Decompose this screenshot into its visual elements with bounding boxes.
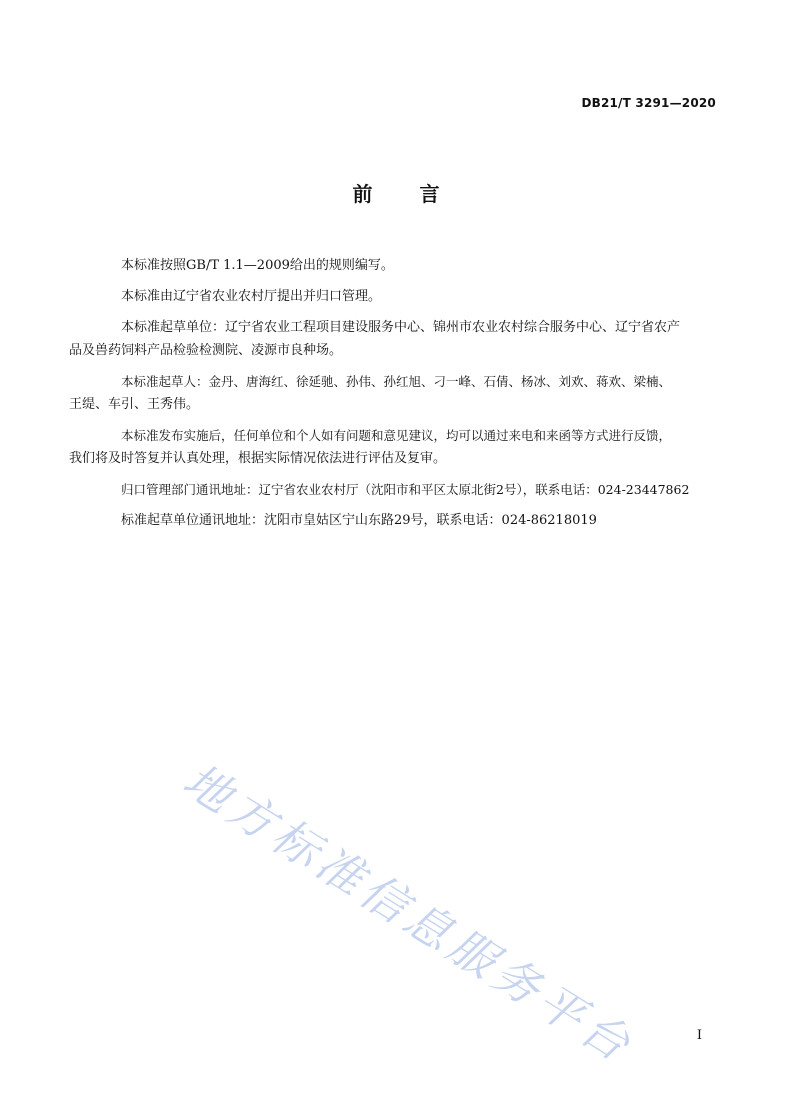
document-body bbox=[69, 254, 717, 540]
paragraph-line: 本标准起草单位：辽宁省农业工程项目建设服务中心、锦州市农业农村综合服务中心、辽宁省农产 bbox=[121, 320, 681, 335]
paragraph-line: 本标准按照GB/T 1.1—2009给出的规则编写。 bbox=[121, 258, 394, 273]
paragraph-line: 本标准起草人：金丹、唐海红、徐延驰、孙伟、孙红旭、刁一峰、石倩、杨冰、刘欢、蒋欢、梁楠、 bbox=[121, 374, 672, 389]
paragraph bbox=[95, 509, 717, 532]
paragraph-line: 本标准由辽宁省农业农村厅提出并归口管理。 bbox=[121, 289, 382, 304]
paragraph-line: 王缇、车引、王秀伟。 bbox=[69, 397, 200, 412]
paragraph bbox=[69, 424, 717, 470]
watermark: 地方标准信息服务平台 bbox=[174, 752, 644, 1074]
paragraph bbox=[95, 478, 717, 501]
paragraph-line: 归口管理部门通讯地址：辽宁省农业农村厅（沈阳市和平区太原北街2号），联系电话：024-23447862 bbox=[121, 482, 690, 497]
paragraph bbox=[95, 254, 717, 277]
paragraph bbox=[69, 316, 717, 362]
paragraph-line: 本标准发布实施后，任何单位和个人如有问题和意见建议，均可以通过来电和来函等方式进行反馈， bbox=[121, 428, 672, 443]
paragraph bbox=[95, 285, 717, 308]
paragraph bbox=[69, 370, 717, 416]
paragraph-line: 我们将及时答复并认真处理，根据实际情况依法进行评估及复审。 bbox=[69, 451, 447, 466]
page-title: 前 言 bbox=[352, 182, 460, 206]
document-code: DB21/T 3291—2020 bbox=[581, 96, 716, 110]
paragraph-line: 标准起草单位通讯地址：沈阳市皇姑区宁山东路29号，联系电话：024-86218019 bbox=[121, 513, 597, 528]
page-number: I bbox=[696, 1028, 702, 1043]
paragraph-line: 品及兽药饲料产品检验检测院、凌源市良种场。 bbox=[69, 343, 343, 358]
